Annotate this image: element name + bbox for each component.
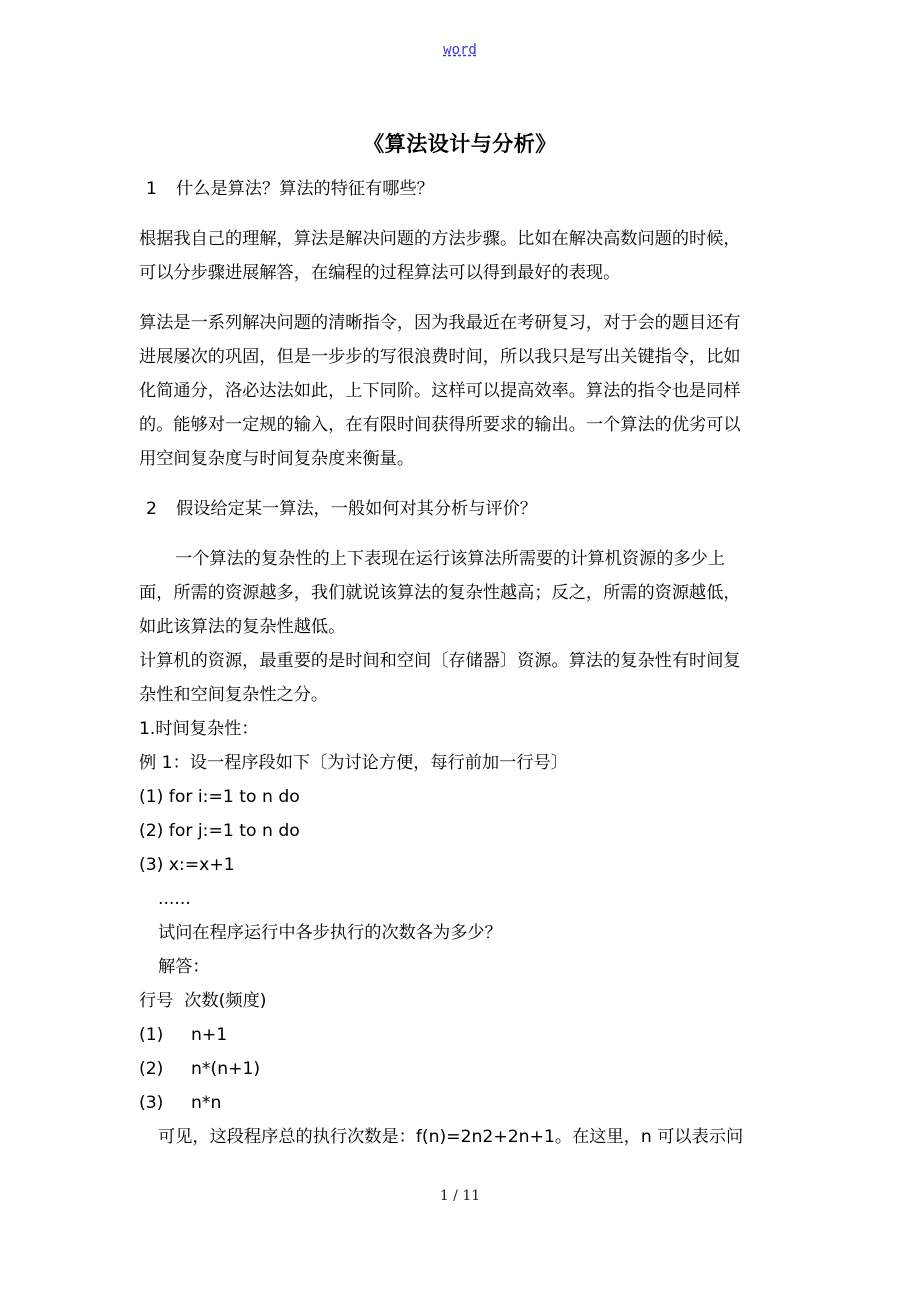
row-count: n+1 bbox=[191, 1025, 228, 1045]
code-line: (1) for i:=1 to n do bbox=[139, 787, 300, 807]
text-line: 可以分步骤进展解答，在编程的过程算法可以得到最好的表现。 bbox=[139, 263, 621, 283]
q2-paragraph-2 bbox=[139, 644, 784, 712]
row-count: n*(n+1) bbox=[191, 1059, 261, 1079]
text-line: 用空间复杂度与时间复杂度来衡量。 bbox=[139, 449, 415, 469]
text-line: 化简通分，洛必达法如此，上下同阶。这样可以提高效率。算法的指令也是同样 bbox=[139, 381, 741, 401]
table-row bbox=[139, 1052, 784, 1086]
section-heading: 1.时间复杂性： bbox=[139, 719, 259, 739]
text-line: 根据我自己的理解，算法是解决问题的方法步骤。比如在解决高数问题的时候， bbox=[139, 229, 741, 249]
row-number: (1) bbox=[139, 1025, 164, 1045]
text-line: 一个算法的复杂性的上下表现在运行该算法所需要的计算机资源的多少上 bbox=[175, 549, 726, 569]
text-line: 杂性和空间复杂性之分。 bbox=[139, 685, 329, 705]
text-line: 进展屡次的巩固，但是一步步的写很浪费时间，所以我只是写出关键指令，比如 bbox=[139, 347, 741, 367]
document-body bbox=[139, 172, 784, 1154]
question-1-number: 1 bbox=[146, 179, 157, 199]
text-line: 面，所需的资源越多，我们就说该算法的复杂性越高；反之，所需的资源越低， bbox=[139, 583, 741, 603]
question-1-text: 什么是算法？算法的特征有哪些？ bbox=[176, 179, 434, 199]
table-header: 行号 次数(频度) bbox=[139, 991, 267, 1011]
q1-paragraph-2 bbox=[139, 306, 784, 476]
question-2-number: 2 bbox=[146, 499, 157, 519]
code-line: (2) for j:=1 to n do bbox=[139, 821, 300, 841]
page-indicator: 1 / 11 bbox=[439, 1188, 481, 1204]
example-question: 试问在程序运行中各步执行的次数各为多少？ bbox=[158, 923, 502, 943]
row-count: n*n bbox=[191, 1093, 222, 1113]
question-2-text: 假设给定某一算法，一般如何对其分析与评价？ bbox=[176, 499, 537, 519]
q1-paragraph-1 bbox=[139, 222, 784, 290]
answer-label: 解答： bbox=[158, 957, 210, 977]
header-word-link[interactable]: word bbox=[443, 42, 477, 58]
ellipsis: ...... bbox=[158, 889, 191, 909]
table-row bbox=[139, 1086, 784, 1120]
question-2 bbox=[139, 492, 784, 526]
q2-paragraph-1 bbox=[139, 542, 784, 644]
conclusion-line: 可见，这段程序总的执行次数是：f(n)=2n2+2n+1。在这里，n 可以表示问 bbox=[158, 1127, 744, 1147]
code-line: (3) x:=x+1 bbox=[139, 855, 235, 875]
row-number: (3) bbox=[139, 1093, 164, 1113]
example-intro: 例 1：设一程序段如下〔为讨论方便，每行前加一行号〕 bbox=[139, 753, 568, 773]
text-line: 计算机的资源，最重要的是时间和空间〔存储器〕资源。算法的复杂性有时间复 bbox=[139, 651, 741, 671]
document-title: 《算法设计与分析》 bbox=[363, 132, 557, 156]
text-line: 如此该算法的复杂性越低。 bbox=[139, 617, 346, 637]
text-line: 算法是一系列解决问题的清晰指令，因为我最近在考研复习，对于会的题目还有 bbox=[139, 313, 741, 333]
question-1 bbox=[139, 172, 784, 206]
text-line: 的。能够对一定规的输入，在有限时间获得所要求的输出。一个算法的优劣可以 bbox=[139, 415, 741, 435]
row-number: (2) bbox=[139, 1059, 164, 1079]
table-row bbox=[139, 1018, 784, 1052]
